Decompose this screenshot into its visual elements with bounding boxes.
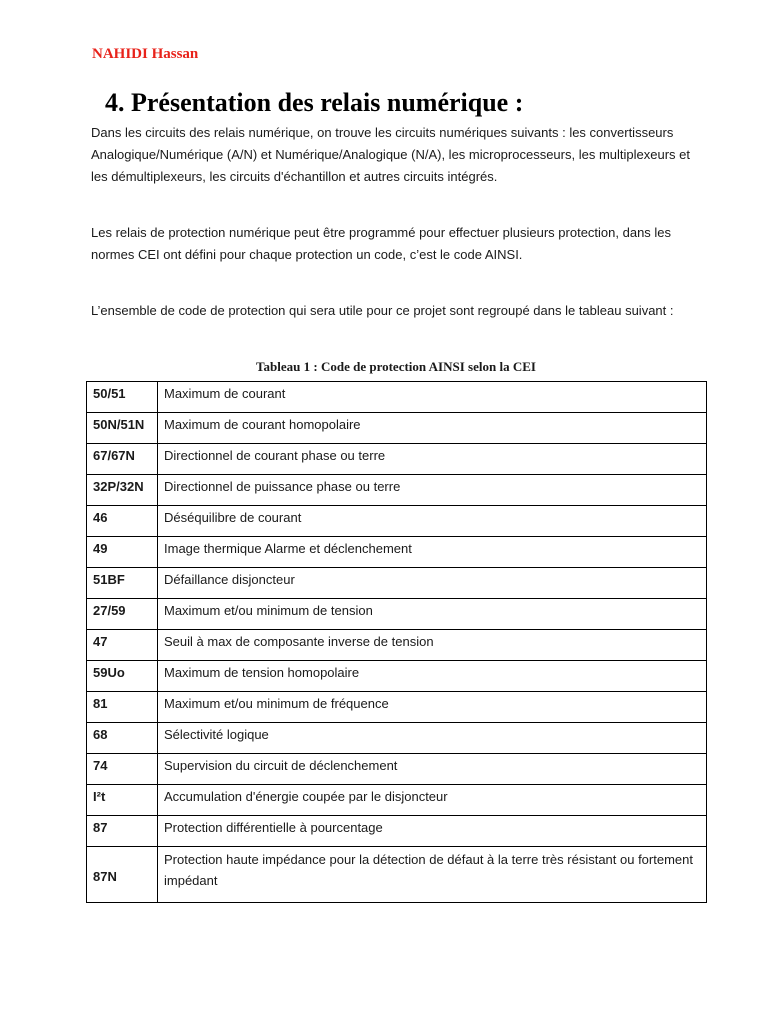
paragraph-protection: Les relais de protection numérique peut être programmé pour effectuer plusieurs protection, dans les normes CEI ont défini pour chaque protection un code, c’est le code AINSI. [91, 225, 672, 262]
code-cell: 49 [87, 537, 158, 568]
code-cell: I²t [87, 785, 158, 816]
code-cell: 59Uo [87, 661, 158, 692]
table-row [87, 444, 707, 475]
description-cell: Maximum de courant [158, 382, 707, 413]
description-cell: Directionnel de courant phase ou terre [158, 444, 707, 475]
code-cell: 67/67N [87, 444, 158, 475]
table-row [87, 599, 707, 630]
table-row [87, 475, 707, 506]
table-row [87, 630, 707, 661]
description-cell: Supervision du circuit de déclenchement [158, 754, 707, 785]
table-row [87, 537, 707, 568]
table-row [87, 723, 707, 754]
code-cell: 50/51 [87, 382, 158, 413]
protection-codes-table [86, 381, 707, 903]
code-cell: 46 [87, 506, 158, 537]
code-cell: 32P/32N [87, 475, 158, 506]
table-row [87, 692, 707, 723]
description-cell: Maximum de tension homopolaire [158, 661, 707, 692]
description-cell: Maximum de courant homopolaire [158, 413, 707, 444]
table-row [87, 568, 707, 599]
code-cell: 47 [87, 630, 158, 661]
code-cell: 87 [87, 816, 158, 847]
code-cell: 27/59 [87, 599, 158, 630]
code-cell: 74 [87, 754, 158, 785]
description-cell: Protection haute impédance pour la détection de défaut à la terre très résistant ou fortement impédant [158, 847, 707, 903]
description-cell: Protection différentielle à pourcentage [158, 816, 707, 847]
description-cell: Accumulation d'énergie coupée par le disjoncteur [158, 785, 707, 816]
description-cell: Maximum et/ou minimum de tension [158, 599, 707, 630]
table-row [87, 413, 707, 444]
paragraph-intro: Dans les circuits des relais numérique, on trouve les circuits numériques suivants : les convertisseurs Analogique/Numérique (A/N) et Numérique/Analogique (N/A), les microprocesseurs, les multiplexeurs et les démultiplexeurs, les circuits d'échantillon et autres circuits intégrés. [91, 125, 690, 184]
description-cell: Défaillance disjoncteur [158, 568, 707, 599]
description-cell: Sélectivité logique [158, 723, 707, 754]
table-row [87, 785, 707, 816]
author-name: NAHIDI Hassan [92, 46, 199, 62]
description-cell: Directionnel de puissance phase ou terre [158, 475, 707, 506]
table-row [87, 847, 707, 903]
description-cell: Déséquilibre de courant [158, 506, 707, 537]
paragraph-table-intro: L’ensemble de code de protection qui sera utile pour ce projet sont regroupé dans le tableau suivant : [91, 303, 674, 318]
table-row [87, 382, 707, 413]
description-cell: Maximum et/ou minimum de fréquence [158, 692, 707, 723]
code-cell: 68 [87, 723, 158, 754]
table-caption: Tableau 1 : Code de protection AINSI selon la CEI [256, 359, 536, 374]
table-row [87, 661, 707, 692]
description-cell: Seuil à max de composante inverse de tension [158, 630, 707, 661]
section-heading: 4. Présentation des relais numérique : [105, 88, 524, 117]
description-cell: Image thermique Alarme et déclenchement [158, 537, 707, 568]
table-row [87, 816, 707, 847]
code-cell: 81 [87, 692, 158, 723]
table-row [87, 754, 707, 785]
table-row [87, 506, 707, 537]
code-cell: 50N/51N [87, 413, 158, 444]
code-cell: 87N [87, 847, 158, 903]
code-cell: 51BF [87, 568, 158, 599]
